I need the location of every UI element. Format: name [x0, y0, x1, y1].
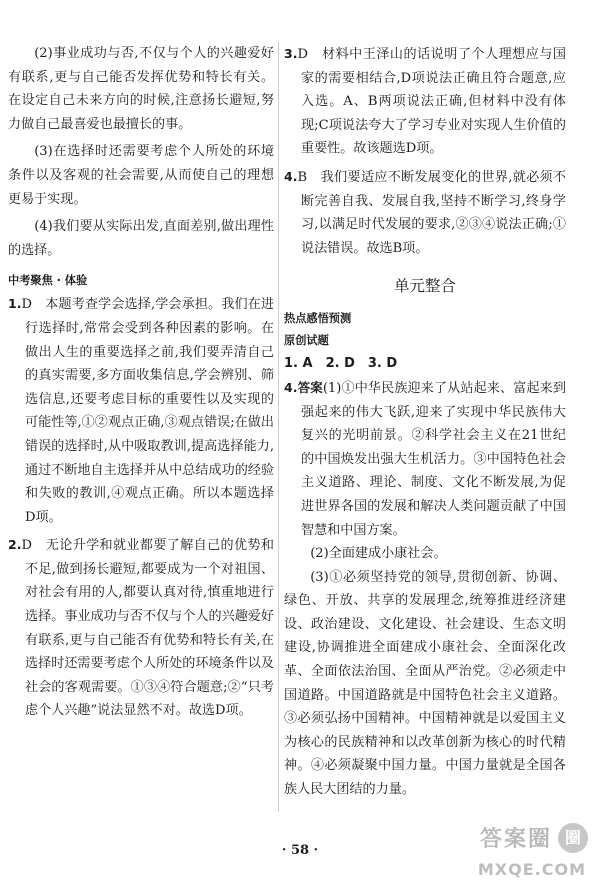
question-3	[284, 42, 566, 161]
question-4-number: 4.	[284, 168, 298, 184]
column-divider	[278, 42, 279, 812]
question-1-number: 1.	[8, 296, 22, 312]
watermark-badge: 圈	[558, 823, 588, 853]
section-title-zhongkao: 中考聚焦 · 体验	[8, 274, 88, 288]
paragraph-3: (3)在选择时还需要考虑个人所处的环境条件以及客观的社会需要,从而使自己的理想更易于实现。	[8, 144, 274, 207]
question-4	[284, 165, 566, 260]
watermark-brand: 答案圈	[479, 827, 552, 852]
answer-part-2: (2)全面建成小康社会。	[310, 546, 447, 562]
answer-label: 答案	[297, 379, 323, 395]
original-questions-title: 原创试题	[284, 334, 329, 348]
watermark-site: MXQE.COM	[477, 860, 586, 879]
question-2-text: D 无论升学和就业都要了解自己的优势和不足,做到扬长避短,都要成为一个对祖国、对社会有用的人,都要认真对待,慎重地进行选择。事业成功与否不仅与个人的兴趣爱好有联系,更与自己能否有优势和特长有关,在选择时还需要考虑个人所处的环境条件以及社会的客观需要。①③④符合题意;②“只考虑个人兴趣”说法显然不对。故选D项。	[21, 538, 274, 719]
question-1	[8, 292, 274, 529]
page-number: · 58 ·	[281, 843, 319, 858]
right-column	[284, 42, 566, 802]
paragraph-4: (4)我们要从实际出发,直面差别,做出理性的选择。	[8, 219, 274, 258]
question-2-number: 2.	[8, 537, 22, 553]
question-2	[8, 533, 274, 723]
hot-topic-title: 热点感悟预测	[284, 312, 352, 326]
question-1-text: D 本题考查学会选择,学会承担。我们在进行选择时,常常会受到各种因素的影响。在做出人生的重要选择之前,我们要弄清自己的真实需要,多方面收集信息,学会辨别、筛选信息,还要考虑目标的重要性以及实现的可能性等,①②观点正确,③观点错误;在做出错误的选择时,从中吸取教训,提高选择能力,通过不断地自主选择并从中总结成功的经验和失败的教训,④观点正确。所以本题选择D项。	[21, 297, 274, 525]
question-3-text: D 材料中王泽山的话说明了个人理想应与国家的需要相结合,D项说法正确且符合题意,应入选。A、B两项说法正确,但材料中没有体现;C项说法夸大了学习专业对实现人生价值的重要性。故该题选D项。	[297, 47, 566, 157]
answer-part-1: (1)①中华民族迎来了从站起来、富起来到强起来的伟大飞跃,迎来了实现中华民族伟大复兴的光明前景。②科学社会主义在21世纪的中国焕发出强大生机活力。③中国特色社会主义道路、理论、制度、文化不断发展,为促进世界各国的发展和解决人类问题贡献了中国智慧和中国方案。	[301, 380, 566, 538]
question-3-number: 3.	[284, 46, 298, 61]
question-4-text: B 我们要适应不断发展变化的世界,就必须不断完善自我、发展自我,坚持不断学习,终身学习,以满足时代发展的要求,②③④说法正确;①说法错误。故选B项。	[297, 169, 566, 256]
paragraph-2: (2)事业成功与否,不仅与个人的兴趣爱好有联系,更与自己能否发挥优势和特长有关。在设定自己未来方向的时候,注意扬长避短,努力做自己最喜爱也最擅长的事。	[8, 46, 274, 132]
question-4-answer-number: 4.	[284, 379, 298, 395]
unit-title: 单元整合	[393, 277, 456, 296]
left-column	[8, 42, 274, 723]
question-4-answer	[284, 376, 566, 542]
answers-line: 1. A 2. D 3. D	[284, 356, 398, 372]
answer-part-3: (3)①必须坚持党的领导,贯彻创新、协调、绿色、开放、共享的发展理念,统筹推进经济建设、政治建设、文化建设、社会建设、生态文明建设,协调推进全面建成小康社会、全面深化改革、全面依法治国、全面从严治党。②必须走中国道路。中国道路就是中国特色社会主义道路。③必须弘扬中国精神。中国精神就是以爱国主义为核心的民族精神和以改革创新为核心的时代精神。④必须凝聚中国力量。中国力量就是全国各族人民大团结的力量。	[284, 569, 566, 798]
